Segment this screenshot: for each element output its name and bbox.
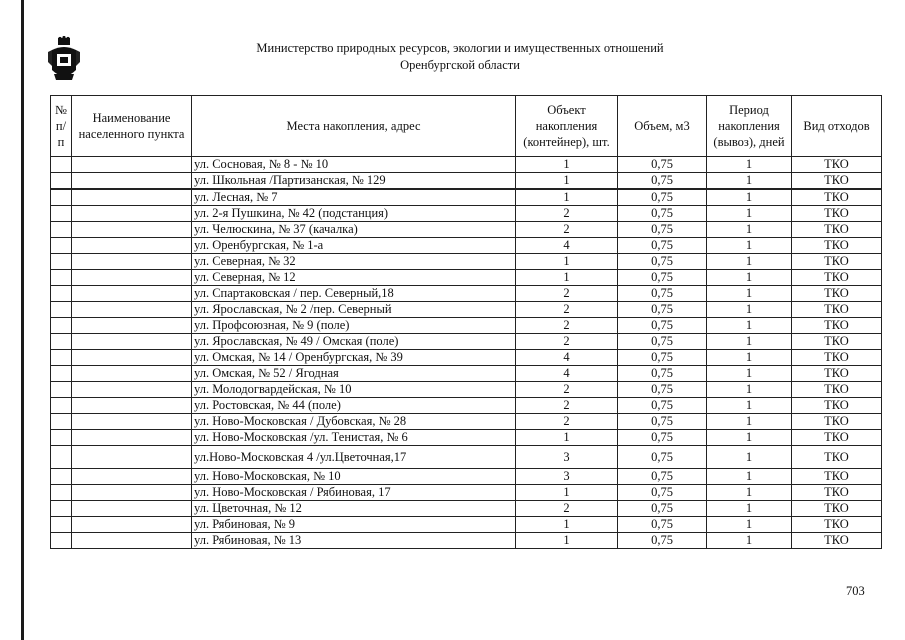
cell-settlement bbox=[72, 270, 192, 286]
cell-period: 1 bbox=[707, 302, 792, 318]
cell-period: 1 bbox=[707, 222, 792, 238]
table-row bbox=[51, 254, 882, 270]
cell-settlement bbox=[72, 318, 192, 334]
table-row bbox=[51, 382, 882, 398]
cell-containers: 3 bbox=[516, 446, 618, 469]
cell-containers: 2 bbox=[516, 382, 618, 398]
table-row bbox=[51, 173, 882, 190]
cell-num bbox=[51, 302, 72, 318]
cell-period: 1 bbox=[707, 254, 792, 270]
cell-settlement bbox=[72, 485, 192, 501]
cell-containers: 4 bbox=[516, 350, 618, 366]
cell-num bbox=[51, 189, 72, 206]
cell-settlement bbox=[72, 173, 192, 190]
cell-volume: 0,75 bbox=[618, 517, 707, 533]
cell-address: ул. Спартаковская / пер. Северный,18 bbox=[192, 286, 516, 302]
cell-period: 1 bbox=[707, 485, 792, 501]
col-header-settlement: Наименование населенного пункта bbox=[72, 96, 192, 157]
cell-volume: 0,75 bbox=[618, 469, 707, 485]
cell-volume: 0,75 bbox=[618, 350, 707, 366]
cell-address: ул. Челюскина, № 37 (качалка) bbox=[192, 222, 516, 238]
cell-num bbox=[51, 485, 72, 501]
cell-address: ул. Профсоюзная, № 9 (поле) bbox=[192, 318, 516, 334]
cell-num bbox=[51, 206, 72, 222]
table-row bbox=[51, 366, 882, 382]
cell-waste-type: ТКО bbox=[792, 206, 882, 222]
cell-waste-type: ТКО bbox=[792, 254, 882, 270]
cell-settlement bbox=[72, 382, 192, 398]
col-header-address: Места накопления, адрес bbox=[192, 96, 516, 157]
cell-containers: 2 bbox=[516, 302, 618, 318]
table-header-row bbox=[51, 96, 882, 157]
cell-volume: 0,75 bbox=[618, 238, 707, 254]
cell-period: 1 bbox=[707, 430, 792, 446]
cell-volume: 0,75 bbox=[618, 366, 707, 382]
cell-settlement bbox=[72, 446, 192, 469]
cell-volume: 0,75 bbox=[618, 206, 707, 222]
cell-settlement bbox=[72, 430, 192, 446]
cell-volume: 0,75 bbox=[618, 414, 707, 430]
cell-period: 1 bbox=[707, 517, 792, 533]
cell-settlement bbox=[72, 501, 192, 517]
cell-containers: 2 bbox=[516, 286, 618, 302]
cell-num bbox=[51, 430, 72, 446]
cell-volume: 0,75 bbox=[618, 501, 707, 517]
cell-period: 1 bbox=[707, 501, 792, 517]
waste-sites-table bbox=[50, 95, 882, 549]
cell-settlement bbox=[72, 517, 192, 533]
cell-address: ул. Молодогвардейская, № 10 bbox=[192, 382, 516, 398]
cell-period: 1 bbox=[707, 398, 792, 414]
cell-period: 1 bbox=[707, 270, 792, 286]
cell-settlement bbox=[72, 366, 192, 382]
cell-containers: 1 bbox=[516, 485, 618, 501]
table-row bbox=[51, 206, 882, 222]
cell-settlement bbox=[72, 222, 192, 238]
cell-num bbox=[51, 286, 72, 302]
cell-num bbox=[51, 334, 72, 350]
cell-num bbox=[51, 533, 72, 549]
cell-settlement bbox=[72, 414, 192, 430]
cell-period: 1 bbox=[707, 189, 792, 206]
cell-volume: 0,75 bbox=[618, 302, 707, 318]
cell-containers: 4 bbox=[516, 238, 618, 254]
cell-address: ул. Цветочная, № 12 bbox=[192, 501, 516, 517]
cell-settlement bbox=[72, 334, 192, 350]
cell-address: ул. Сосновая, № 8 - № 10 bbox=[192, 157, 516, 173]
coat-of-arms-icon bbox=[46, 36, 82, 84]
cell-address: ул. Омская, № 14 / Оренбургская, № 39 bbox=[192, 350, 516, 366]
table-row bbox=[51, 286, 882, 302]
cell-waste-type: ТКО bbox=[792, 286, 882, 302]
cell-num bbox=[51, 469, 72, 485]
cell-address: ул. Ярославская, № 49 / Омская (поле) bbox=[192, 334, 516, 350]
cell-address: ул. Ярославская, № 2 /пер. Северный bbox=[192, 302, 516, 318]
cell-waste-type: ТКО bbox=[792, 238, 882, 254]
cell-address: ул. Северная, № 32 bbox=[192, 254, 516, 270]
cell-waste-type: ТКО bbox=[792, 366, 882, 382]
table-row bbox=[51, 302, 882, 318]
cell-address: ул.Ново-Московская 4 /ул.Цветочная,17 bbox=[192, 446, 516, 469]
cell-waste-type: ТКО bbox=[792, 270, 882, 286]
cell-waste-type: ТКО bbox=[792, 533, 882, 549]
cell-containers: 2 bbox=[516, 501, 618, 517]
cell-containers: 1 bbox=[516, 157, 618, 173]
cell-settlement bbox=[72, 286, 192, 302]
cell-containers: 2 bbox=[516, 222, 618, 238]
cell-num bbox=[51, 382, 72, 398]
table-row bbox=[51, 334, 882, 350]
cell-waste-type: ТКО bbox=[792, 189, 882, 206]
cell-address: ул. Ростовская, № 44 (поле) bbox=[192, 398, 516, 414]
header-line-2: Оренбургской области bbox=[400, 58, 520, 72]
cell-period: 1 bbox=[707, 414, 792, 430]
cell-waste-type: ТКО bbox=[792, 398, 882, 414]
col-header-waste-type: Вид отходов bbox=[792, 96, 882, 157]
cell-num bbox=[51, 173, 72, 190]
cell-period: 1 bbox=[707, 173, 792, 190]
cell-address: ул. Омская, № 52 / Ягодная bbox=[192, 366, 516, 382]
cell-volume: 0,75 bbox=[618, 398, 707, 414]
cell-address: ул. Ново-Московская, № 10 bbox=[192, 469, 516, 485]
cell-address: ул. Северная, № 12 bbox=[192, 270, 516, 286]
cell-num bbox=[51, 501, 72, 517]
table-row bbox=[51, 430, 882, 446]
cell-period: 1 bbox=[707, 238, 792, 254]
cell-waste-type: ТКО bbox=[792, 334, 882, 350]
table-row bbox=[51, 414, 882, 430]
cell-period: 1 bbox=[707, 334, 792, 350]
cell-period: 1 bbox=[707, 382, 792, 398]
cell-address: ул. Оренбургская, № 1-а bbox=[192, 238, 516, 254]
cell-num bbox=[51, 254, 72, 270]
scan-edge-line bbox=[21, 0, 24, 640]
table-row bbox=[51, 350, 882, 366]
cell-address: ул. 2-я Пушкина, № 42 (подстанция) bbox=[192, 206, 516, 222]
cell-containers: 2 bbox=[516, 334, 618, 350]
cell-address: ул. Лесная, № 7 bbox=[192, 189, 516, 206]
cell-settlement bbox=[72, 157, 192, 173]
table-row bbox=[51, 222, 882, 238]
cell-containers: 1 bbox=[516, 189, 618, 206]
cell-waste-type: ТКО bbox=[792, 318, 882, 334]
table-row bbox=[51, 446, 882, 469]
table-row bbox=[51, 485, 882, 501]
col-header-volume: Объем, м3 bbox=[618, 96, 707, 157]
cell-address: ул. Рябиновая, № 9 bbox=[192, 517, 516, 533]
cell-period: 1 bbox=[707, 350, 792, 366]
cell-waste-type: ТКО bbox=[792, 446, 882, 469]
cell-address: ул. Рябиновая, № 13 bbox=[192, 533, 516, 549]
cell-waste-type: ТКО bbox=[792, 302, 882, 318]
cell-address: ул. Ново-Московская / Рябиновая, 17 bbox=[192, 485, 516, 501]
cell-settlement bbox=[72, 398, 192, 414]
cell-containers: 2 bbox=[516, 414, 618, 430]
cell-volume: 0,75 bbox=[618, 222, 707, 238]
cell-volume: 0,75 bbox=[618, 254, 707, 270]
table-row bbox=[51, 469, 882, 485]
cell-waste-type: ТКО bbox=[792, 173, 882, 190]
cell-containers: 4 bbox=[516, 366, 618, 382]
cell-waste-type: ТКО bbox=[792, 157, 882, 173]
cell-num bbox=[51, 414, 72, 430]
cell-volume: 0,75 bbox=[618, 446, 707, 469]
cell-waste-type: ТКО bbox=[792, 382, 882, 398]
cell-containers: 2 bbox=[516, 318, 618, 334]
cell-waste-type: ТКО bbox=[792, 469, 882, 485]
table-row bbox=[51, 189, 882, 206]
cell-volume: 0,75 bbox=[618, 286, 707, 302]
cell-waste-type: ТКО bbox=[792, 517, 882, 533]
cell-address: ул. Ново-Московская /ул. Тенистая, № 6 bbox=[192, 430, 516, 446]
cell-volume: 0,75 bbox=[618, 318, 707, 334]
cell-containers: 2 bbox=[516, 398, 618, 414]
header-line-1: Министерство природных ресурсов, экологии и имущественных отношений bbox=[256, 41, 664, 55]
page-number: 703 bbox=[846, 584, 865, 598]
cell-num bbox=[51, 238, 72, 254]
table-row bbox=[51, 501, 882, 517]
cell-period: 1 bbox=[707, 318, 792, 334]
table-row bbox=[51, 318, 882, 334]
cell-volume: 0,75 bbox=[618, 334, 707, 350]
cell-containers: 1 bbox=[516, 517, 618, 533]
cell-num bbox=[51, 270, 72, 286]
table-row bbox=[51, 157, 882, 173]
cell-period: 1 bbox=[707, 533, 792, 549]
cell-num bbox=[51, 350, 72, 366]
cell-volume: 0,75 bbox=[618, 485, 707, 501]
cell-waste-type: ТКО bbox=[792, 414, 882, 430]
cell-volume: 0,75 bbox=[618, 157, 707, 173]
cell-containers: 1 bbox=[516, 254, 618, 270]
table-row bbox=[51, 398, 882, 414]
cell-period: 1 bbox=[707, 206, 792, 222]
col-header-period: Период накопления (вывоз), дней bbox=[707, 96, 792, 157]
cell-waste-type: ТКО bbox=[792, 430, 882, 446]
table-body bbox=[51, 157, 882, 549]
cell-volume: 0,75 bbox=[618, 270, 707, 286]
cell-volume: 0,75 bbox=[618, 382, 707, 398]
cell-volume: 0,75 bbox=[618, 533, 707, 549]
cell-settlement bbox=[72, 533, 192, 549]
cell-containers: 1 bbox=[516, 430, 618, 446]
col-header-containers: Объект накопления (контейнер), шт. bbox=[516, 96, 618, 157]
cell-waste-type: ТКО bbox=[792, 350, 882, 366]
document-header bbox=[160, 40, 760, 74]
cell-waste-type: ТКО bbox=[792, 485, 882, 501]
cell-num bbox=[51, 446, 72, 469]
cell-volume: 0,75 bbox=[618, 173, 707, 190]
cell-settlement bbox=[72, 254, 192, 270]
cell-settlement bbox=[72, 469, 192, 485]
cell-containers: 2 bbox=[516, 206, 618, 222]
cell-period: 1 bbox=[707, 366, 792, 382]
cell-waste-type: ТКО bbox=[792, 222, 882, 238]
cell-settlement bbox=[72, 302, 192, 318]
cell-num bbox=[51, 398, 72, 414]
cell-containers: 1 bbox=[516, 173, 618, 190]
cell-period: 1 bbox=[707, 446, 792, 469]
cell-num bbox=[51, 222, 72, 238]
cell-num bbox=[51, 157, 72, 173]
cell-period: 1 bbox=[707, 286, 792, 302]
cell-num bbox=[51, 517, 72, 533]
cell-settlement bbox=[72, 238, 192, 254]
cell-period: 1 bbox=[707, 157, 792, 173]
table-row bbox=[51, 238, 882, 254]
cell-address: ул. Школьная /Партизанская, № 129 bbox=[192, 173, 516, 190]
col-header-num: № п/п bbox=[51, 96, 72, 157]
table-row bbox=[51, 517, 882, 533]
cell-volume: 0,75 bbox=[618, 189, 707, 206]
cell-waste-type: ТКО bbox=[792, 501, 882, 517]
cell-volume: 0,75 bbox=[618, 430, 707, 446]
cell-settlement bbox=[72, 206, 192, 222]
cell-settlement bbox=[72, 350, 192, 366]
cell-containers: 1 bbox=[516, 270, 618, 286]
table-row bbox=[51, 270, 882, 286]
cell-num bbox=[51, 318, 72, 334]
cell-containers: 3 bbox=[516, 469, 618, 485]
table-row bbox=[51, 533, 882, 549]
cell-address: ул. Ново-Московская / Дубовская, № 28 bbox=[192, 414, 516, 430]
cell-period: 1 bbox=[707, 469, 792, 485]
cell-settlement bbox=[72, 189, 192, 206]
cell-num bbox=[51, 366, 72, 382]
cell-containers: 1 bbox=[516, 533, 618, 549]
